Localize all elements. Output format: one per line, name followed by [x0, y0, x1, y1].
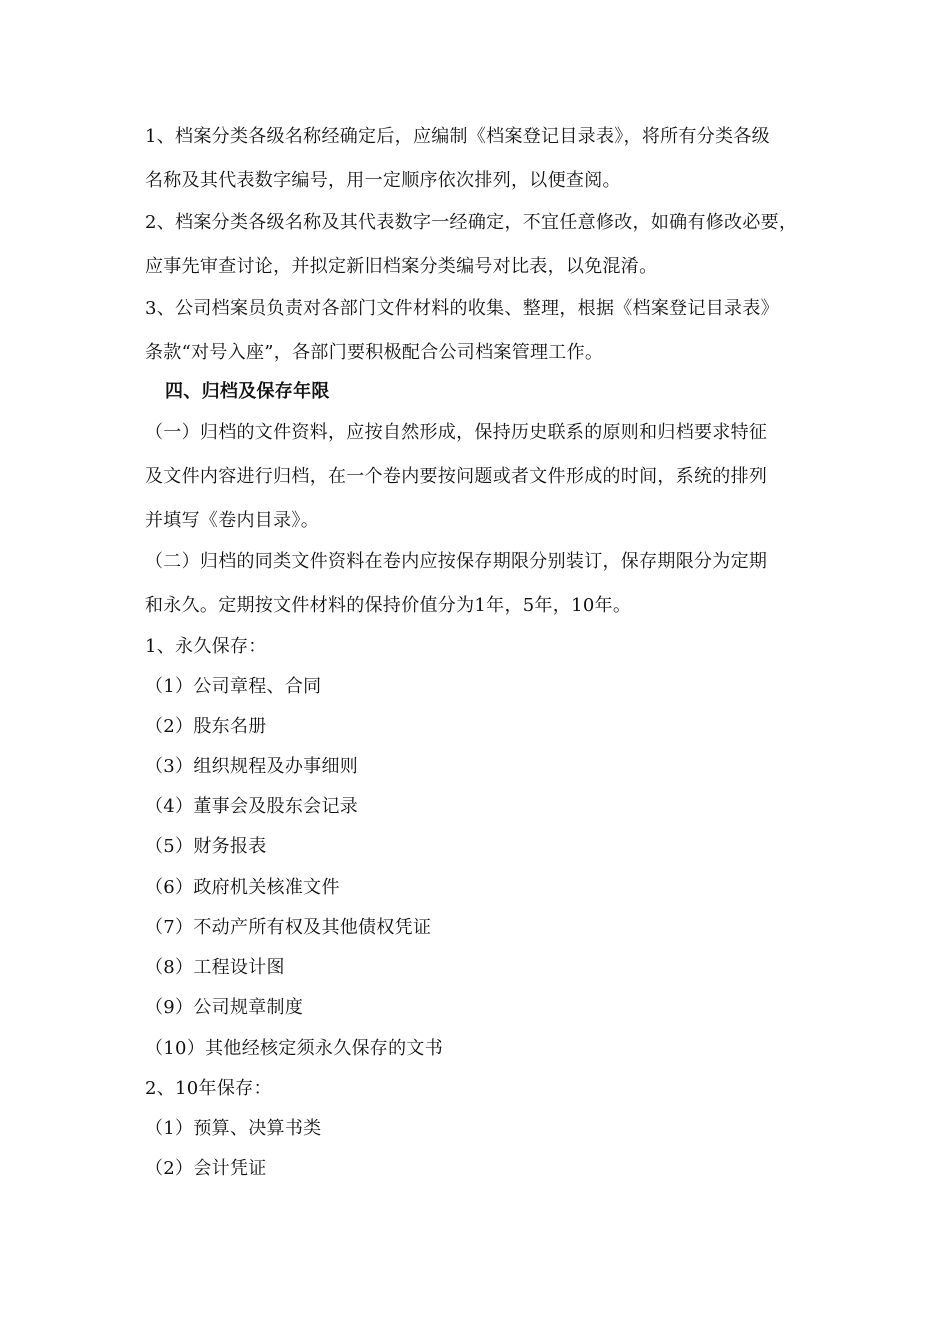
list-item: （9）公司规章制度: [145, 997, 304, 1018]
paragraph-4-line-2: 及文件内容进行归档，在一个卷内要按问题或者文件形成的时间，系统的排列: [145, 466, 768, 487]
list-item: （1）公司章程、合同: [145, 676, 322, 697]
list-item: （1）预算、决算书类: [145, 1118, 322, 1139]
paragraph-3-line-2: 条款“对号入座”，各部门要积极配合公司档案管理工作。: [145, 342, 604, 363]
paragraph-5-line-1: （二）归档的同类文件资料在卷内应按保存期限分别装订，保存期限分为定期: [145, 551, 768, 572]
paragraph-4-line-3: 并填写《卷内目录》。: [145, 510, 319, 531]
list-item: （4）董事会及股东会记录: [145, 796, 359, 817]
list-heading-permanent: 1、永久保存：: [145, 636, 267, 657]
paragraph-2-line-1: 2、档案分类各级名称及其代表数字一经确定，不宜任意修改，如确有修改必要，: [145, 212, 798, 233]
paragraph-4-line-1: （一）归档的文件资料，应按自然形成，保持历史联系的原则和归档要求特征: [145, 422, 768, 443]
list-item: （8）工程设计图: [145, 957, 285, 978]
list-heading-ten-year: 2、10年保存：: [145, 1078, 272, 1099]
list-item: （6）政府机关核准文件: [145, 877, 340, 898]
list-item: （7）不动产所有权及其他债权凭证: [145, 917, 432, 938]
list-item: （3）组织规程及办事细则: [145, 756, 359, 777]
paragraph-2-line-2: 应事先审查讨论，并拟定新旧档案分类编号对比表，以免混淆。: [145, 256, 658, 277]
list-item: （2）会计凭证: [145, 1158, 267, 1179]
paragraph-1-line-2: 名称及其代表数字编号，用一定顺序依次排列，以便查阅。: [145, 170, 621, 191]
paragraph-3-line-1: 3、公司档案员负责对各部门文件材料的收集、整理，根据《档案登记目录表》: [145, 298, 779, 319]
paragraph-5-line-2: 和永久。定期按文件材料的保持价值分为1年，5年，10年。: [145, 595, 632, 616]
list-item: （10）其他经核定须永久保存的文书: [145, 1038, 444, 1059]
paragraph-1-line-1: 1、档案分类各级名称经确定后，应编制《档案登记目录表》，将所有分类各级: [145, 126, 770, 147]
list-item: （5）财务报表: [145, 836, 267, 857]
list-item: （2）股东名册: [145, 716, 267, 737]
section-heading: 四、归档及保存年限: [165, 381, 330, 402]
